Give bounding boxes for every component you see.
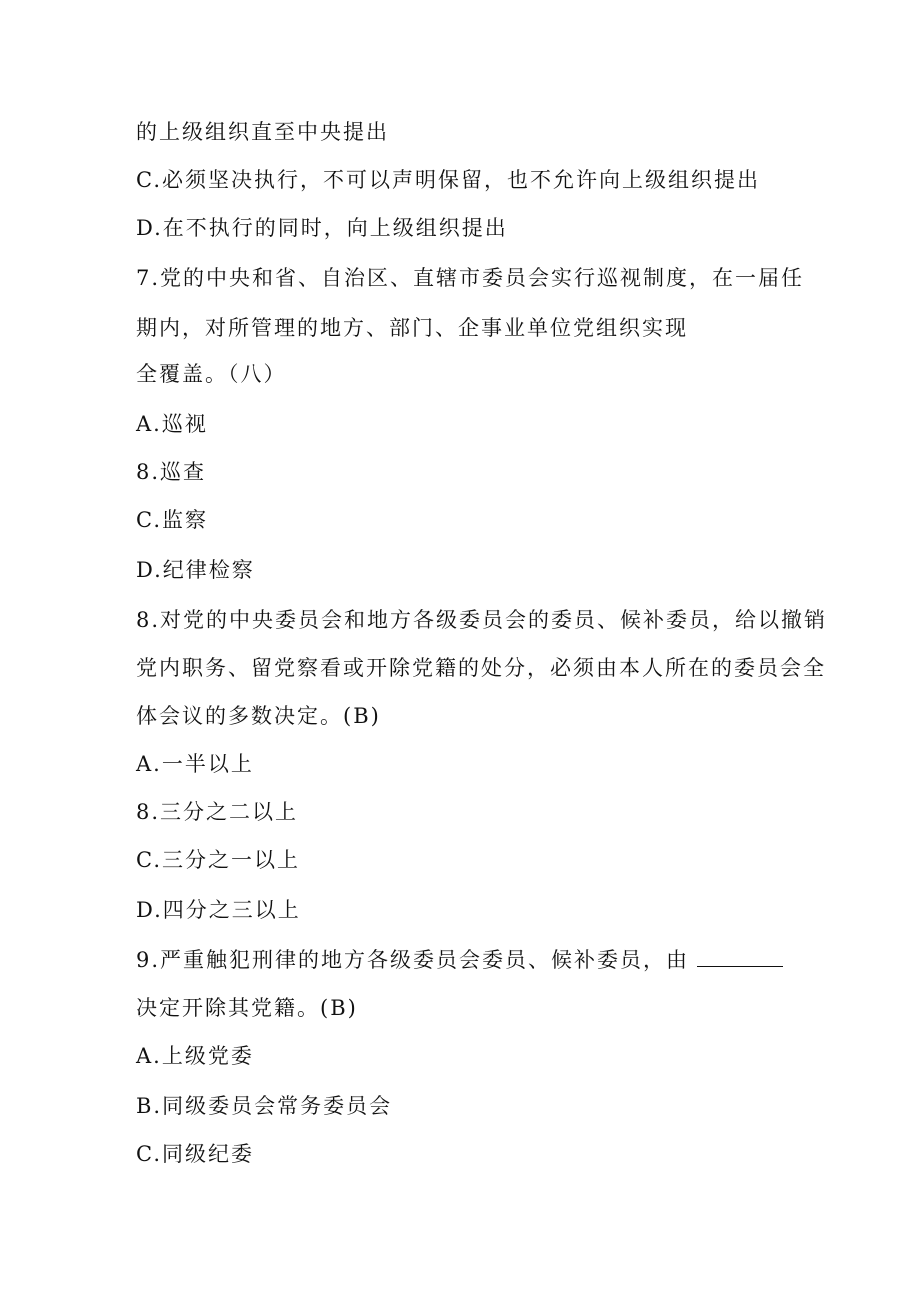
text-line: 的上级组织直至中央提出	[136, 120, 389, 144]
option-d-line: D.纪律检察	[136, 558, 255, 582]
question-8-line-2: 党内职务、留党察看或开除党籍的处分，必须由本人所在的委员会全	[136, 656, 826, 680]
option-a-line: A.巡视	[136, 412, 208, 436]
option-c-line: C.必须坚决执行，不可以声明保留，也不允许向上级组织提出	[136, 168, 760, 192]
option-c-line: C.同级纪委	[136, 1142, 254, 1166]
option-a-line: A.一半以上	[136, 752, 254, 776]
option-c-line: C.三分之一以上	[136, 848, 300, 872]
question-9-line-2: 决定开除其党籍。(B)	[136, 996, 358, 1020]
option-b-line: 8.巡查	[136, 460, 207, 484]
fill-in-blank	[697, 948, 783, 967]
option-b-line: 8.三分之二以上	[136, 800, 299, 824]
option-d-line: D.在不执行的同时，向上级组织提出	[136, 216, 508, 240]
question-7-line-1: 7.党的中央和省、自治区、直辖市委员会实行巡视制度，在一届任	[136, 266, 805, 290]
question-9-line-1	[136, 946, 783, 974]
question-9-text: 9.严重触犯刑律的地方各级委员会委员、候补委员，由	[136, 948, 690, 972]
option-d-line: D.四分之三以上	[136, 898, 301, 922]
question-7-line-3: 全覆盖。（八）	[136, 362, 287, 386]
question-8-line-3: 体会议的多数决定。(B)	[136, 704, 381, 728]
option-b-line: B.同级委员会常务委员会	[136, 1094, 393, 1118]
option-c-line: C.监察	[136, 508, 208, 532]
option-a-line: A.上级党委	[136, 1044, 254, 1068]
question-7-line-2: 期内，对所管理的地方、部门、企事业单位党组织实现	[136, 316, 688, 340]
question-8-line-1: 8.对党的中央委员会和地方各级委员会的委员、候补委员，给以撤销	[136, 608, 828, 632]
